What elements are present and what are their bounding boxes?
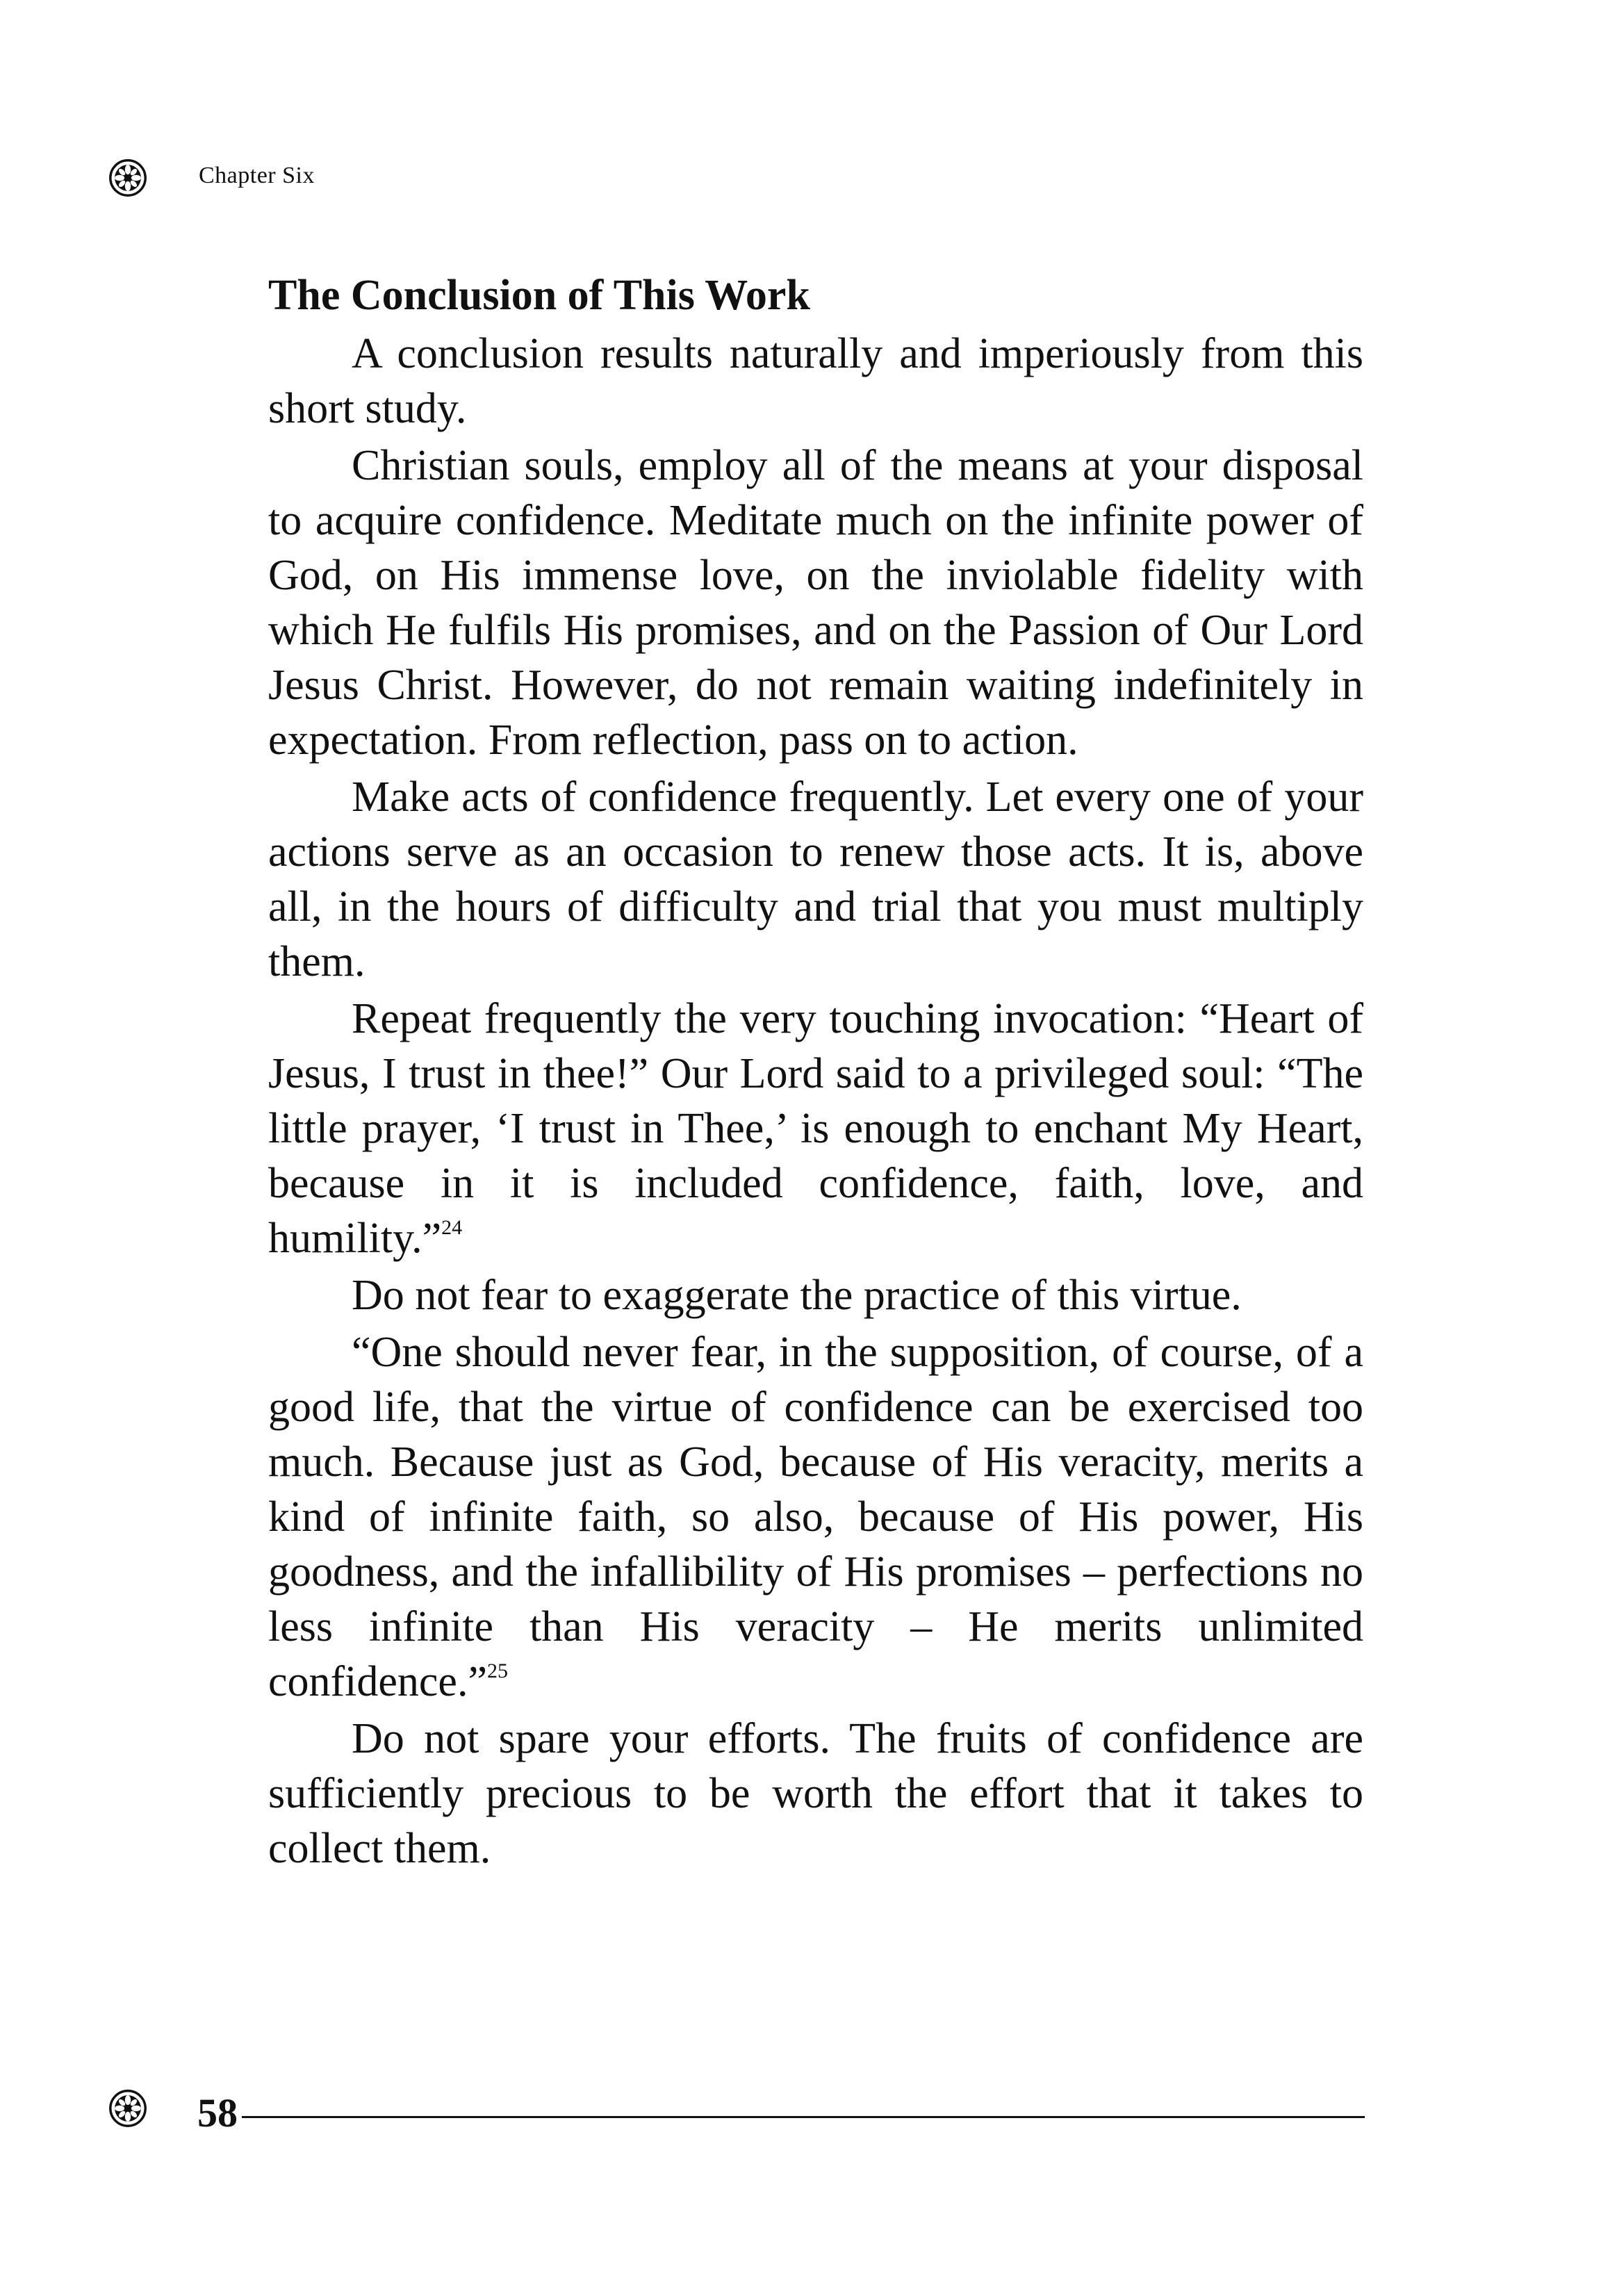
section-title: The Conclusion of This Work <box>268 272 810 319</box>
page-body <box>268 270 1363 1878</box>
paragraph: Repeat frequently the very touching invocation: “Heart of Jesus, I trust in thee!” Our Lord said to a privileged soul: “The little prayer, ‘I trust in Thee,’ is enough to enchant My Heart, because in it is included confidence, faith, love, and humility.”$^{24}$ <box>268 995 1363 1263</box>
page-number: 58 <box>197 2090 238 2135</box>
footnote-marker: 24 <box>441 1216 463 1240</box>
flower-ornament-icon <box>108 2089 147 2128</box>
running-head: Chapter Six <box>199 163 315 188</box>
paragraph: Make acts of confidence frequently. Let every one of your actions serve as an occasion to renew those acts. It is, above all, in the hours of difficulty and trial that you must multiply them. <box>268 773 1363 986</box>
page-footer <box>197 2089 1365 2138</box>
paragraph: “One should never fear, in the supposition, of course, of a good life, that the virtue of confidence can be exercised too much. Because just as God, because of His veracity, merits a kind of infinite faith, so also, because of His power, His goodness, and the infallibility of His promises – perfections no less infinite than His veracity – He merits unlimited confidence.”$^{25}$ <box>268 1329 1363 1706</box>
flower-ornament-icon <box>108 158 147 197</box>
paragraph: Christian souls, employ all of the means at your disposal to acquire confidence. Meditate much on the infinite power of God, on His immense love, on the inviolable fidelity with which He fulfils His promises, and on the Passion of Our Lord Jesus Christ. However, do not remain waiting indefinitely in expectation. From reflection, pass on to action. <box>268 442 1363 764</box>
footer-rule <box>242 2116 1365 2118</box>
paragraph: A conclusion results naturally and imperiously from this short study. <box>268 330 1363 433</box>
paragraph: Do not spare your efforts. The fruits of confidence are sufficiently precious to be worth the effort that it takes to collect them. <box>268 1715 1363 1873</box>
paragraph: Do not fear to exaggerate the practice of this virtue. <box>352 1272 1242 1320</box>
footnote-marker: 25 <box>486 1659 508 1683</box>
